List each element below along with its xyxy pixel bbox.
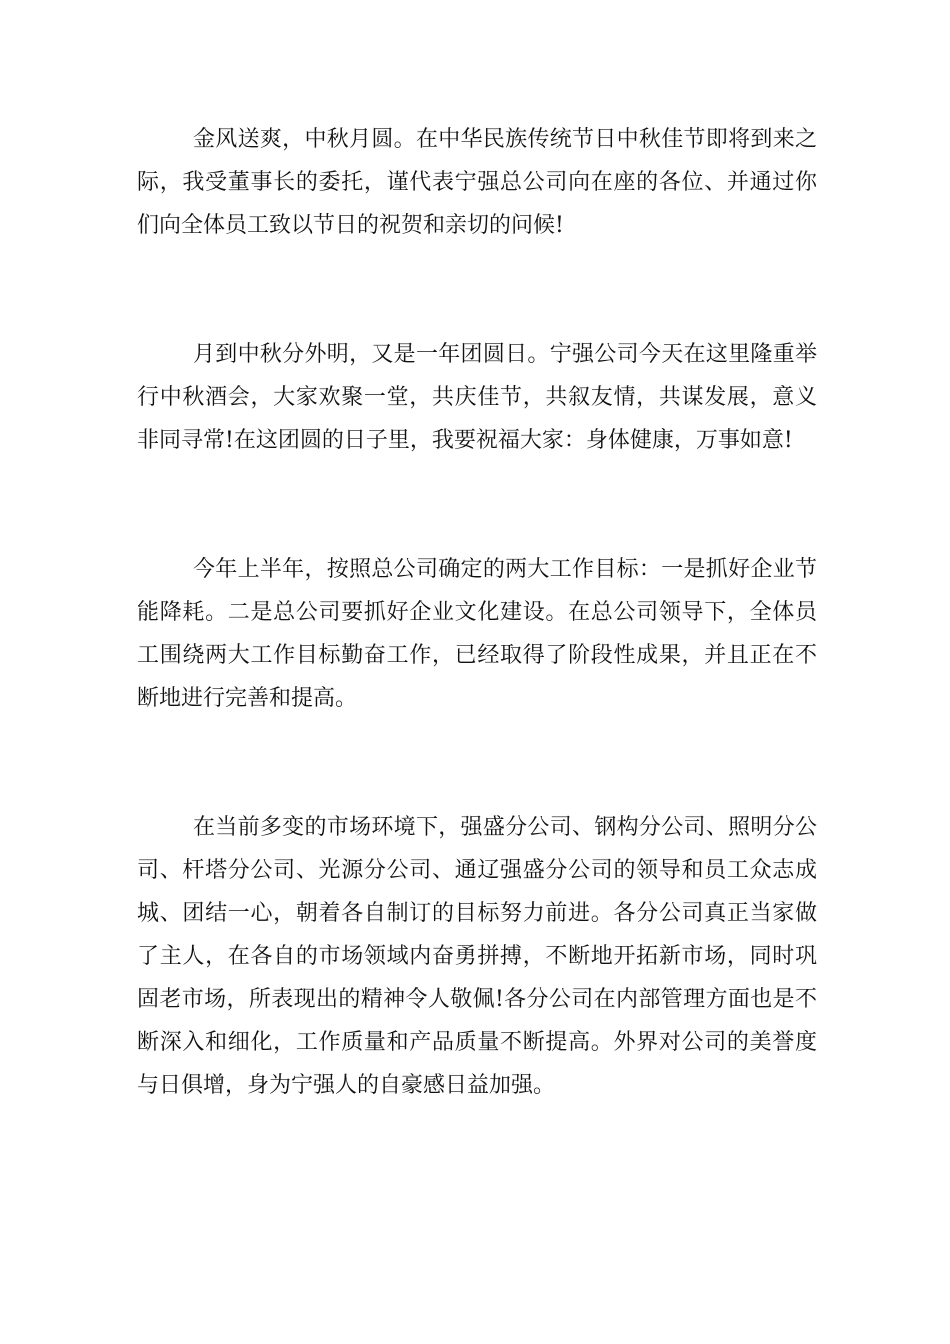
- document-body: [137, 118, 817, 1107]
- paragraph-mid-autumn-gathering: 月到中秋分外明，又是一年团圆日。宁强公司今天在这里隆重举行中秋酒会，大家欢聚一堂，共庆佳节，共叙友情，共谋发展，意义非同寻常!在这团圆的日子里，我要祝福大家：身体健康，万事如意!: [137, 342, 817, 453]
- paragraph-work-goals: 今年上半年，按照总公司确定的两大工作目标：一是抓好企业节能降耗。二是总公司要抓好企业文化建设。在总公司领导下，全体员工围绕两大工作目标勤奋工作，已经取得了阶段性成果，并且正在不断地进行完善和提高。: [137, 557, 817, 711]
- paragraph-greeting: 金风送爽，中秋月圆。在中华民族传统节日中秋佳节即将到来之际，我受董事长的委托，谨代表宁强总公司向在座的各位、并通过你们向全体员工致以节日的祝贺和亲切的问候!: [137, 127, 817, 238]
- paragraph-branch-companies: 在当前多变的市场环境下，强盛分公司、钢构分公司、照明分公司、杆塔分公司、光源分公司、通辽强盛分公司的领导和员工众志成城、团结一心，朝着各自制订的目标努力前进。各分公司真正当家做了主人，在各自的市场领域内奋勇拼搏，不断地开拓新市场，同时巩固老市场，所表现出的精神令人敬佩!各分公司在内部管理方面也是不断深入和细化，工作质量和产品质量不断提高。外界对公司的美誉度与日俱增，身为宁强人的自豪感日益加强。: [137, 815, 817, 1098]
